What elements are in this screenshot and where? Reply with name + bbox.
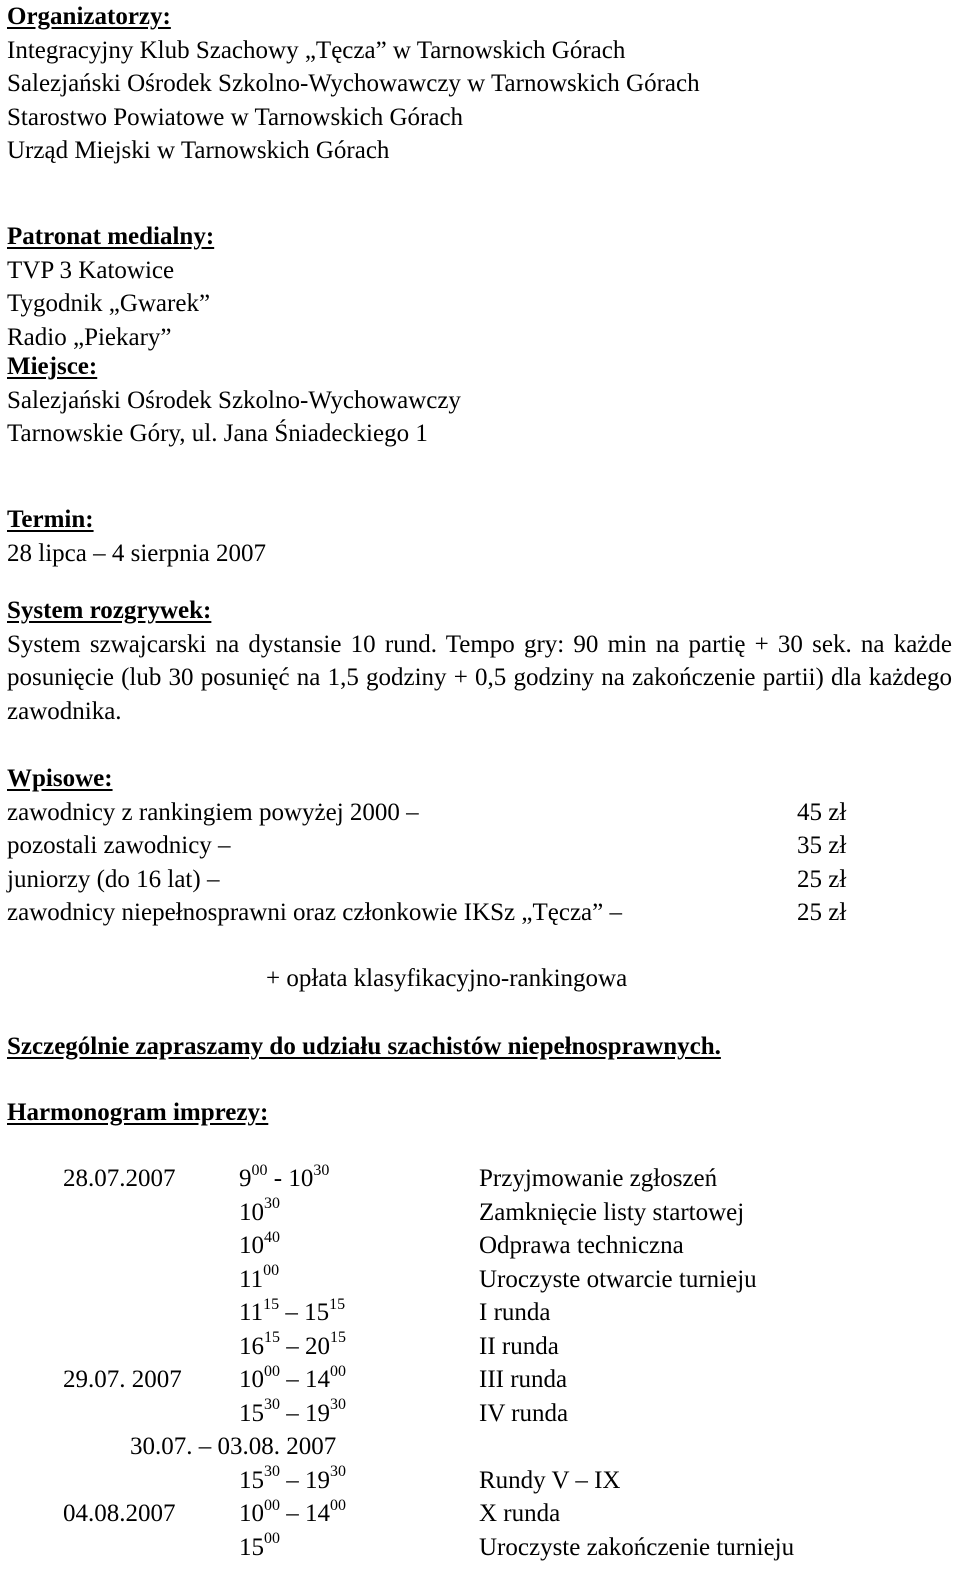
organizer-line: Salezjański Ośrodek Szkolno-Wychowawczy w Tarnowskich Górach xyxy=(7,70,700,97)
time-start-hour: 10 xyxy=(239,1500,264,1527)
organizer-line: Starostwo Powiatowe w Tarnowskich Górach xyxy=(7,103,464,131)
time-separator: – xyxy=(280,1332,305,1360)
time-start-hour: 11 xyxy=(239,1299,264,1326)
schedule-activity: Przyjmowanie zgłoszeń xyxy=(479,1165,718,1192)
schedule-date: 30.07. – 03.08. 2007 xyxy=(130,1433,337,1460)
schedule-activity: X runda xyxy=(479,1500,561,1527)
term-text: 28 lipca – 4 sierpnia 2007 xyxy=(7,539,266,567)
time-start-minute: 15 xyxy=(263,1295,280,1313)
schedule-activity: Uroczyste zakończenie turnieju xyxy=(479,1533,795,1561)
organizers-section xyxy=(7,0,700,168)
time-end-hour: 20 xyxy=(305,1332,330,1360)
schedule-activity: Odprawa techniczna xyxy=(479,1232,684,1259)
media-line: Radio „Piekary” xyxy=(7,323,172,351)
time-start-hour: 15 xyxy=(239,1399,264,1427)
time-separator: - xyxy=(267,1165,289,1192)
term-heading: Termin: xyxy=(7,506,94,533)
fee-label: zawodnicy z rankingiem powyżej 2000 – xyxy=(7,798,419,826)
fee-row xyxy=(7,796,952,830)
invite-text: Szczególnie zapraszamy do udziału szachistów niepełnosprawnych. xyxy=(7,1033,721,1060)
time-end-minute: 30 xyxy=(330,1396,346,1414)
time-start-hour: 16 xyxy=(239,1332,264,1360)
time-start-hour: 9 xyxy=(239,1165,252,1192)
time-start-minute: 30 xyxy=(264,1463,280,1481)
time-separator: – xyxy=(280,1500,305,1527)
time-end-minute: 30 xyxy=(330,1463,346,1481)
time-start-minute: 00 xyxy=(264,1362,280,1380)
fees-extra: + opłata klasyfikacyjno-rankingowa xyxy=(266,965,628,992)
time-start-hour: 15 xyxy=(239,1533,264,1561)
fees-heading: Wpisowe: xyxy=(7,765,113,792)
system-heading: System rozgrywek: xyxy=(7,597,212,624)
time-separator: – xyxy=(280,1366,305,1393)
fee-row xyxy=(7,829,952,863)
schedule-activity: Zamknięcie listy startowej xyxy=(479,1198,745,1226)
schedule-time xyxy=(239,1531,479,1565)
time-separator: – xyxy=(279,1299,305,1326)
time-end-minute: 30 xyxy=(313,1161,330,1179)
time-end-minute: 15 xyxy=(329,1295,346,1313)
time-end-minute: 00 xyxy=(330,1362,346,1380)
venue-line: Salezjański Ośrodek Szkolno-Wychowawczy xyxy=(7,386,461,414)
schedule-heading: Harmonogram imprezy: xyxy=(7,1099,269,1126)
schedule-row xyxy=(7,1531,794,1565)
schedule-row xyxy=(7,1162,794,1196)
time-end-hour: 19 xyxy=(305,1399,330,1427)
time-start-minute: 30 xyxy=(264,1195,280,1213)
schedule-row xyxy=(7,1196,794,1230)
schedule-time xyxy=(239,1162,479,1196)
schedule-time xyxy=(239,1464,479,1498)
schedule-date xyxy=(7,1196,239,1230)
fee-amount: 25 zł xyxy=(797,865,847,893)
time-start-hour: 11 xyxy=(239,1265,264,1293)
schedule-date xyxy=(7,1263,239,1297)
schedule-time xyxy=(239,1229,479,1263)
schedule-row xyxy=(7,1363,794,1397)
venue-heading: Miejsce: xyxy=(7,353,98,380)
system-text: System szwajcarski na dystansie 10 rund. Tempo gry: 90 min na partię + 30 sek. na każde posunięcie (lub 30 posunięć na 1,5 godziny + 0,5 godziny na zakończenie partii) dla każdego zawodnika. xyxy=(7,630,952,725)
schedule-row xyxy=(7,1397,794,1431)
time-end-hour: 14 xyxy=(305,1366,330,1393)
schedule-date xyxy=(7,1531,239,1565)
media-section xyxy=(7,220,214,354)
time-end-minute: 00 xyxy=(330,1496,346,1514)
time-end-hour: 15 xyxy=(304,1299,330,1326)
time-end-hour: 10 xyxy=(288,1165,314,1192)
organizers-heading: Organizatorzy: xyxy=(7,3,171,30)
time-start-hour: 10 xyxy=(239,1366,264,1393)
schedule-date xyxy=(7,1397,239,1431)
organizer-line: Urząd Miejski w Tarnowskich Górach xyxy=(7,137,390,164)
schedule-time xyxy=(239,1196,479,1230)
time-separator: – xyxy=(280,1399,305,1427)
time-start-hour: 10 xyxy=(239,1232,264,1259)
media-line: TVP 3 Katowice xyxy=(7,256,175,284)
schedule-row xyxy=(7,1296,794,1330)
schedule-row xyxy=(7,1497,794,1531)
time-end-hour: 19 xyxy=(305,1466,330,1494)
fee-amount: 45 zł xyxy=(797,798,847,826)
schedule-date xyxy=(7,1330,239,1364)
media-line: Tygodnik „Gwarek” xyxy=(7,290,211,317)
fee-label: juniorzy (do 16 lat) – xyxy=(7,865,220,893)
schedule-date: 29.07. 2007 xyxy=(63,1366,182,1393)
fee-row xyxy=(7,896,952,930)
time-end-minute: 15 xyxy=(330,1329,346,1347)
fee-row xyxy=(7,863,952,897)
fee-amount: 25 zł xyxy=(797,899,847,926)
schedule-row xyxy=(7,1229,794,1263)
fee-label: pozostali zawodnicy – xyxy=(7,832,231,859)
time-start-minute: 40 xyxy=(264,1228,280,1246)
schedule-row xyxy=(7,1263,794,1297)
media-heading: Patronat medialny: xyxy=(7,223,215,250)
schedule-time xyxy=(239,1363,479,1397)
time-start-minute: 30 xyxy=(264,1396,280,1414)
time-start-minute: 15 xyxy=(264,1329,280,1347)
schedule-date xyxy=(7,1229,239,1263)
schedule-table xyxy=(7,1162,794,1564)
schedule-activity: IV runda xyxy=(479,1399,569,1427)
schedule-activity: II runda xyxy=(479,1332,559,1360)
schedule-activity: I runda xyxy=(479,1299,551,1326)
time-start-hour: 15 xyxy=(239,1466,264,1494)
time-end-hour: 14 xyxy=(305,1500,330,1527)
schedule-activity: Uroczyste otwarcie turnieju xyxy=(479,1265,757,1293)
fee-amount: 35 zł xyxy=(797,832,847,859)
fees-section xyxy=(7,762,952,930)
venue-line: Tarnowskie Góry, ul. Jana Śniadeckiego 1 xyxy=(7,420,428,447)
term-section xyxy=(7,503,266,570)
time-start-minute: 00 xyxy=(251,1161,268,1179)
time-separator: – xyxy=(280,1466,305,1494)
schedule-date xyxy=(7,1296,239,1330)
schedule-time xyxy=(239,1296,479,1330)
time-start-minute: 00 xyxy=(264,1530,280,1548)
schedule-date: 04.08.2007 xyxy=(63,1500,176,1527)
schedule-time xyxy=(239,1397,479,1431)
time-start-minute: 00 xyxy=(263,1262,280,1280)
schedule-activity: III runda xyxy=(479,1366,568,1393)
system-section xyxy=(7,594,952,728)
organizer-line: Integracyjny Klub Szachowy „Tęcza” w Tarnowskich Górach xyxy=(7,36,626,64)
time-start-hour: 10 xyxy=(239,1198,264,1226)
schedule-time xyxy=(239,1497,479,1531)
time-start-minute: 00 xyxy=(264,1496,280,1514)
fee-label: zawodnicy niepełnosprawni oraz członkowie IKSz „Tęcza” – xyxy=(7,899,623,926)
schedule-row xyxy=(7,1330,794,1364)
schedule-time xyxy=(239,1330,479,1364)
schedule-row xyxy=(7,1464,794,1498)
schedule-time xyxy=(239,1263,479,1297)
schedule-row xyxy=(7,1430,794,1464)
schedule-activity: Rundy V – IX xyxy=(479,1466,621,1494)
schedule-date xyxy=(7,1464,239,1498)
venue-section xyxy=(7,350,461,451)
schedule-date: 28.07.2007 xyxy=(63,1165,176,1192)
